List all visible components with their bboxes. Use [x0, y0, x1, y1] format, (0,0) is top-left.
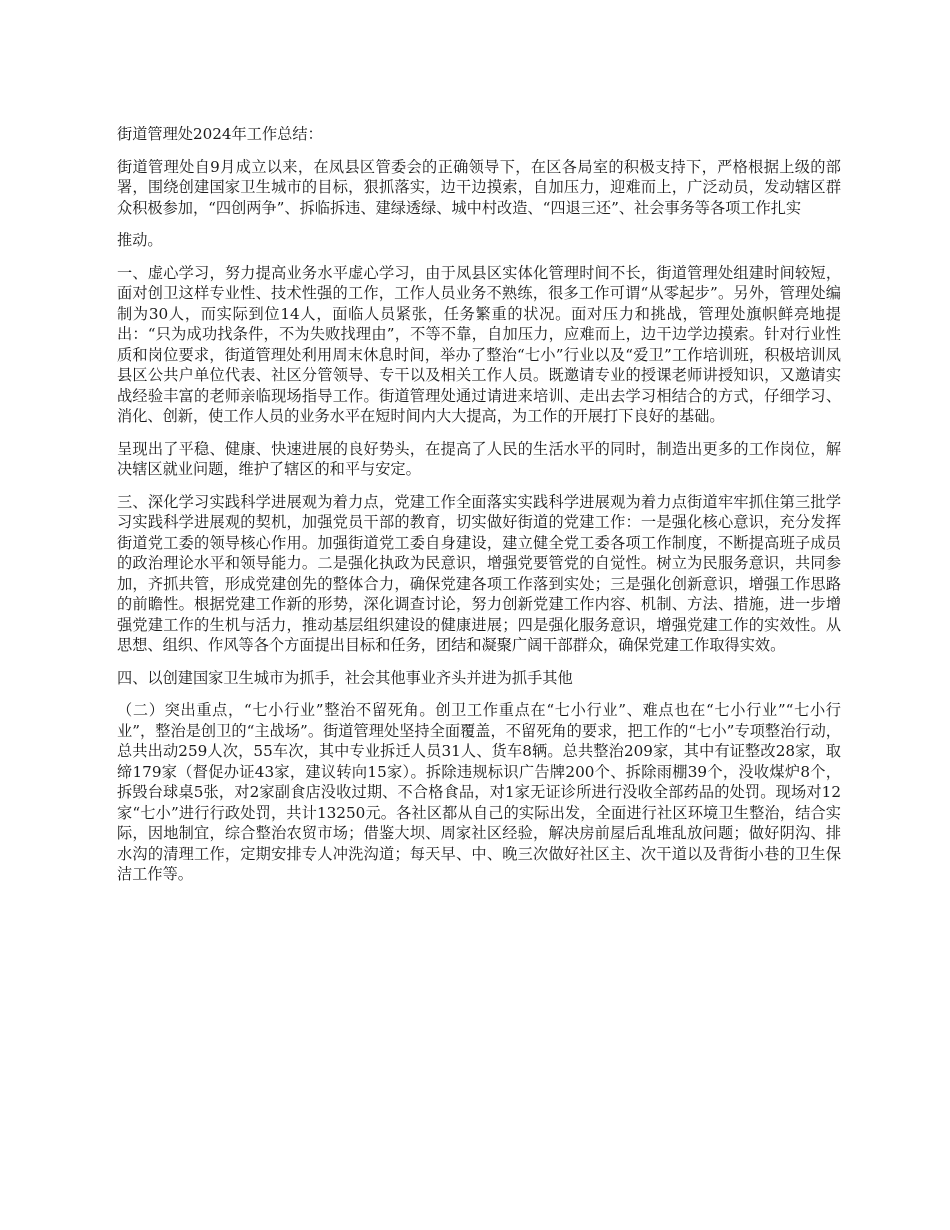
paragraph-section-four-item-two: （二）突出重点，“七小行业”整治不留死角。创卫工作重点在“七小行业”、难点也在“七小行业”“七小行业”，整治是创卫的“主战场”。街道管理处坚持全面覆盖，不留死角的要求，把工作的“七小”专项整治行动，总共出动259人次，55车次，其中专业拆迁人员31人、货车8辆。总共整治209家，其中有证整改28家，取缔179家（督促办证43家，建议转向15家）。拆除违规标识广告牌200个、拆除雨棚39个，没收煤炉8个，拆毁台球桌5张，对2家副食店没收过期、不合格食品，对1家无证诊所进行没收全部药品的处罚。现场对12家“七小”进行行政处罚，共计13250元。各社区都从自己的实际出发，全面进行社区环境卫生整治，结合实际，因地制宜，综合整治农贸市场；借鉴大坝、周家社区经验，解决房前屋后乱堆乱放问题；做好阴沟、排水沟的清理工作，定期安排专人冲洗沟道；每天早、中、晚三次做好社区主、次干道以及背街小巷的卫生保洁工作等。: [117, 701, 841, 883]
paragraph-intro: 街道管理处自9月成立以来，在凤县区管委会的正确领导下，在区各局室的积极支持下，严格根据上级的部署，围绕创建国家卫生城市的目标，狠抓落实，边干边摸索，自加压力，迎难而上，广泛动员，发动辖区群众积极参加，“四创两争”、拆临拆违、建绿透绿、城中村改造、“四退三还”、社会事务等各项工作扎实: [117, 157, 841, 217]
document-title: 街道管理处2024年工作总结：: [117, 125, 323, 143]
paragraph-section-four-heading: 四、以创建国家卫生城市为抓手，社会其他事业齐头并进为抓手其他: [117, 668, 573, 687]
document-page: [117, 124, 841, 897]
paragraph-section-one: 一、虚心学习，努力提高业务水平虚心学习，由于凤县区实体化管理时间不长，街道管理处组建时间较短，面对创卫这样专业性、技术性强的工作，工作人员业务不熟练，很多工作可谓“从零起步”。另外，管理处编制为30人，而实际到位14人，面临人员紧张，任务繁重的状况。面对压力和挑战，管理处旗帜鲜亮地提出：“只为成功找条件，不为失败找理由”，不等不靠，自加压力，应难而上，边干边学边摸索。针对行业性质和岗位要求，街道管理处利用周末休息时间，举办了整治“七小”行业以及“爱卫”工作培训班，积极培训凤县区公共户单位代表、社区分管领导、专干以及相关工作人员。既邀请专业的授课老师讲授知识，又邀请实战经验丰富的老师亲临现场指导工作。街道管理处通过请进来培训、走出去学习相结合的方式，仔细学习、消化、创新，使工作人员的业务水平在短时间内大大提高，为工作的开展打下良好的基础。: [117, 263, 841, 425]
paragraph-section-three: 三、深化学习实践科学进展观为着力点，党建工作全面落实实践科学进展观为着力点街道牢牢抓住第三批学习实践科学进展观的契机，加强党员干部的教育，切实做好街道的党建工作：一是强化核心意识，充分发挥街道党工委的领导核心作用。加强街道党工委自身建设，建立健全党工委各项工作制度，不断提高班子成员的政治理论水平和领导能力。二是强化执政为民意识，增强党要管党的自觉性。树立为民服务意识，共同参加，齐抓共管，形成党建创先的整体合力，确保党建各项工作落到实处；三是强化创新意识，增强工作思路的前瞻性。根据党建工作新的形势，深化调查讨论，努力创新党建工作内容、机制、方法、措施，进一步增强党建工作的生机与活力，推动基层组织建设的健康进展；四是强化服务意识，增强党建工作的实效性。从思想、组织、作风等各个方面提出目标和任务，团结和凝聚广阔干部群众，确保党建工作取得实效。: [117, 492, 841, 654]
paragraph-development-trend: 呈现出了平稳、健康、快速进展的良好势头，在提高了人民的生活水平的同时，制造出更多的工作岗位，解决辖区就业问题，维护了辖区的和平与安定。: [117, 439, 841, 478]
paragraph-intro-continued: 推动。: [117, 231, 163, 249]
